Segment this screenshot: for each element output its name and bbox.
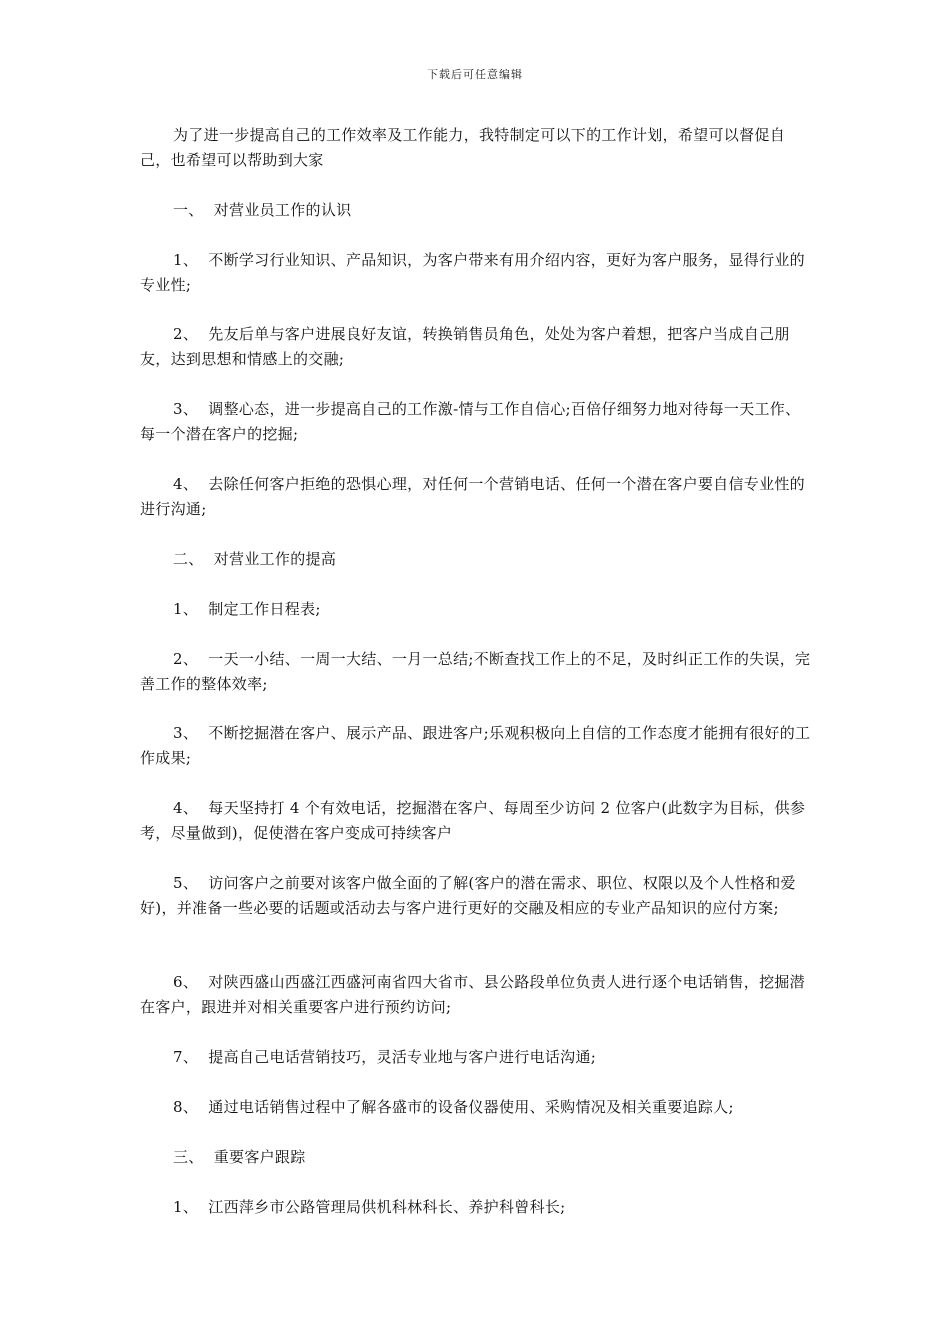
- list-item: 8、 通过电话销售过程中了解各盛市的设备仪器使用、采购情况及相关重要追踪人;: [173, 1098, 734, 1116]
- list-item: 7、 提高自己电话营销技巧，灵活专业地与客户进行电话沟通;: [173, 1048, 597, 1066]
- list-item: 1、 江西萍乡市公路管理局供机科林科长、养护科曾科长;: [173, 1198, 566, 1216]
- list-item: 2、 一天一小结、一周一大结、一月一总结;不断查找工作上的不足，及时纠正工作的失误，完善工作的整体效率;: [140, 650, 811, 693]
- list-item: 5、 访问客户之前要对该客户做全面的了解(客户的潜在需求、职位、权限以及个人性格和爱好)，并准备一些必要的话题或活动去与客户进行更好的交融及相应的专业产品知识的应付方案;: [140, 874, 796, 917]
- section-heading-3: 三、 重要客户跟踪: [173, 1148, 306, 1166]
- list-item: 4、 去除任何客户拒绝的恐惧心理，对任何一个营销电话、任何一个潜在客户要自信专业性的进行沟通;: [140, 475, 805, 518]
- list-item: 2、 先友后单与客户进展良好友谊，转换销售员角色，处处为客户着想，把客户当成自己朋友，达到思想和情感上的交融;: [140, 325, 790, 368]
- list-item: 3、 调整心态，进一步提高自己的工作激-情与工作自信心;百倍仔细努力地对待每一天工作、每一个潜在客户的挖掘;: [140, 400, 801, 443]
- list-item: 4、 每天坚持打 4 个有效电话，挖掘潜在客户、每周至少访问 2 位客户(此数字为目标，供参考，尽量做到)，促使潜在客户变成可持续客户: [140, 799, 806, 842]
- section-heading-2: 二、 对营业工作的提高: [173, 550, 337, 568]
- section-heading-1: 一、 对营业员工作的认识: [173, 201, 352, 219]
- list-item: 6、 对陕西盛山西盛江西盛河南省四大省市、县公路段单位负责人进行逐个电话销售，挖掘潜在客户，跟进并对相关重要客户进行预约访问;: [140, 973, 805, 1016]
- paragraph-intro: 为了进一步提高自己的工作效率及工作能力，我特制定可以下的工作计划，希望可以督促自己，也希望可以帮助到大家: [140, 126, 786, 169]
- list-item: 1、 不断学习行业知识、产品知识，为客户带来有用介绍内容，更好为客户服务，显得行业的专业性;: [140, 251, 805, 294]
- page-header: 下载后可任意编辑: [427, 68, 523, 81]
- list-item: 1、 制定工作日程表;: [173, 600, 321, 618]
- list-item: 3、 不断挖掘潜在客户、展示产品、跟进客户;乐观积极向上自信的工作态度才能拥有很好的工作成果;: [140, 724, 811, 767]
